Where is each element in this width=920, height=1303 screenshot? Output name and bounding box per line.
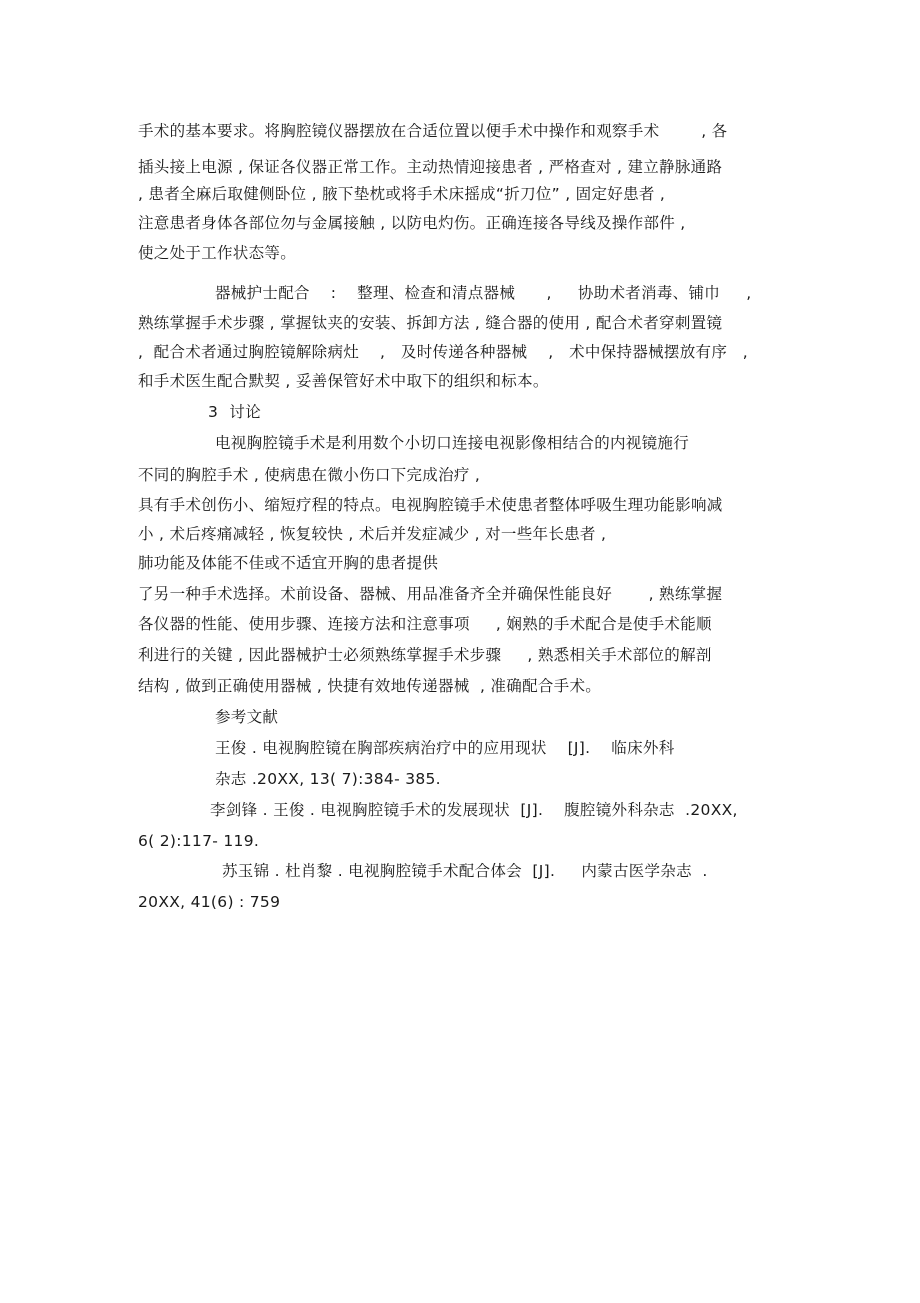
discussion-line-6: 了另一种手术选择。术前设备、器械、用品准备齐全并确保性能良好 , 熟练掌握 <box>138 585 723 603</box>
nursing-paragraph-line-2: 插头接上电源 , 保证各仪器正常工作。主动热情迎接患者 , 严格查对 , 建立静脉通路 <box>138 158 723 176</box>
references-heading: 参考文献 <box>215 708 279 726</box>
instrument-paragraph-line-3: , 配合术者通过胸腔镜解除病灶 , 及时传递各种器械 , 术中保持器械摆放有序 , <box>138 343 749 361</box>
instrument-paragraph-line-4: 和手术医生配合默契 , 妥善保管好术中取下的组织和标本。 <box>138 372 549 390</box>
nursing-paragraph-line-1: 手术的基本要求。将胸腔镜仪器摆放在合适位置以便手术中操作和观察手术 , 各 <box>138 122 728 140</box>
reference-1-line-1: 王俊 . 电视胸腔镜在胸部疾病治疗中的应用现状 [J]. 临床外科 <box>215 739 675 757</box>
discussion-line-9: 结构 , 做到正确使用器械 , 快捷有效地传递器械 , 准确配合手术。 <box>138 677 602 695</box>
reference-2-line-1: 李剑锋 . 王俊 . 电视胸腔镜手术的发展现状 [J]. 腹腔镜外科杂志 .20XX, <box>210 801 738 819</box>
reference-3-line-1: 苏玉锦 . 杜肖黎 . 电视胸腔镜手术配合体会 [J]. 内蒙古医学杂志 . <box>222 862 708 880</box>
reference-2-line-2: 6( 2):117- 119. <box>138 832 260 850</box>
instrument-paragraph-line-1: 器械护士配合 : 整理、检查和清点器械 , 协助术者消毒、铺巾 , <box>215 284 752 302</box>
discussion-line-8: 利进行的关键 , 因此器械护士必须熟练掌握手术步骤 , 熟悉相关手术部位的解剖 <box>138 646 712 664</box>
nursing-paragraph-line-4: 注意患者身体各部位勿与金属接触 , 以防电灼伤。正确连接各导线及操作部件 , <box>138 214 686 232</box>
instrument-paragraph-line-2: 熟练掌握手术步骤 , 掌握钛夹的安装、拆卸方法 , 缝合器的使用 , 配合术者穿刺置镜 <box>138 314 723 332</box>
discussion-line-7: 各仪器的性能、使用步骤、连接方法和注意事项 , 娴熟的手术配合是使手术能顺 <box>138 615 712 633</box>
discussion-line-3: 具有手术创伤小、缩短疗程的特点。电视胸腔镜手术使患者整体呼吸生理功能影响减 <box>138 496 723 514</box>
reference-1-line-2: 杂志 .20XX, 13( 7):384- 385. <box>215 770 441 788</box>
nursing-paragraph-line-5: 使之处于工作状态等。 <box>138 244 297 262</box>
discussion-line-2: 不同的胸腔手术 , 使病患在微小伤口下完成治疗 , <box>138 466 481 484</box>
discussion-line-5: 肺功能及体能不佳或不适宜开胸的患者提供 <box>138 554 439 572</box>
discussion-line-1: 电视胸腔镜手术是利用数个小切口连接电视影像相结合的内视镜施行 <box>215 434 690 452</box>
discussion-heading: 3 讨论 <box>208 403 262 421</box>
nursing-paragraph-line-3: , 患者全麻后取健侧卧位 , 腋下垫枕或将手术床摇成“折刀位” , 固定好患者 , <box>138 185 666 203</box>
reference-3-line-2: 20XX, 41(6) : 759 <box>138 893 281 911</box>
discussion-line-4: 小 , 术后疼痛减轻 , 恢复较快 , 术后并发症减少 , 对一些年长患者 , <box>138 525 607 543</box>
